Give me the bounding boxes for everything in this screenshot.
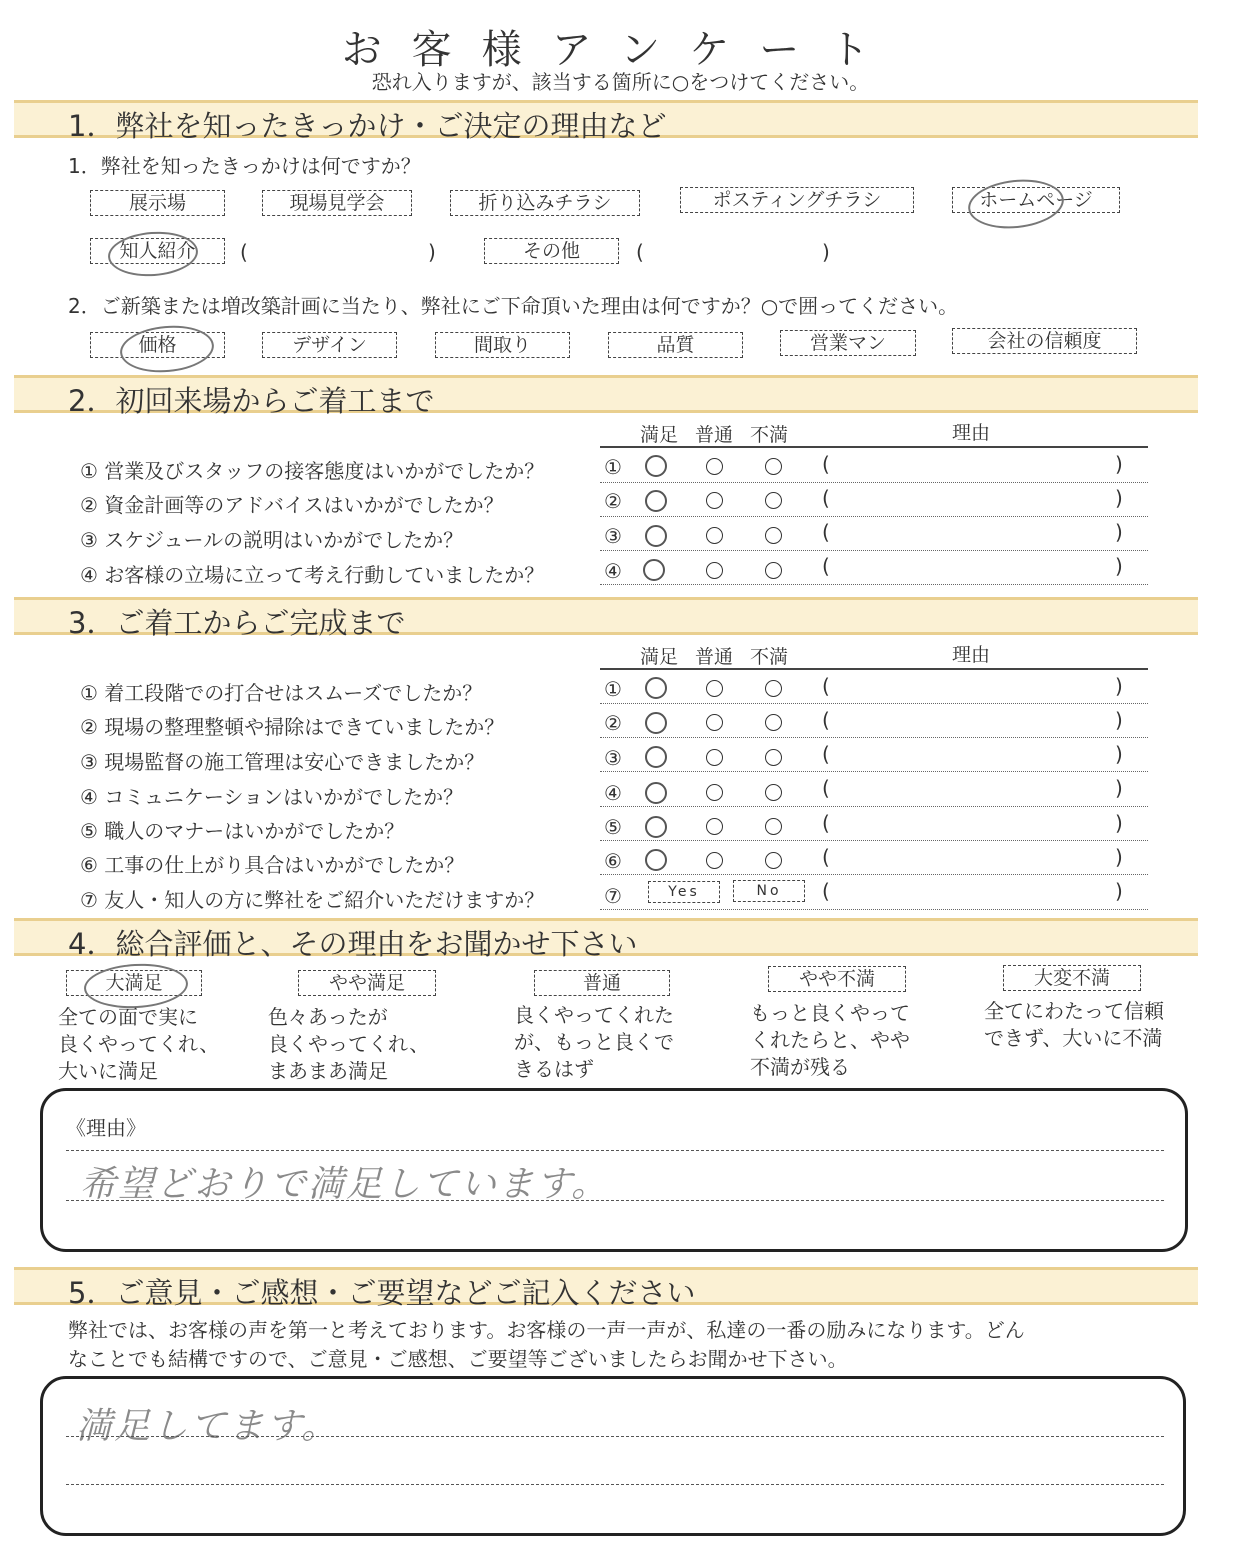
rating2-desc (268, 1004, 429, 1085)
comment-line-1 (66, 1436, 1164, 1437)
q2-option-design[interactable]: デザイン (262, 332, 397, 358)
s3-row2-paren-close: ) (1115, 708, 1123, 732)
s3-row3-label: ③ 現場監督の施工管理は安心できましたか？ (80, 750, 485, 774)
s2-row1-paren-open: ( (822, 452, 830, 476)
reason-line-2 (66, 1200, 1164, 1201)
rating3-desc-line3: きるはず (514, 1057, 594, 1081)
rating2-desc-line1: 色々あったが (268, 1005, 388, 1029)
q1-option-showroom[interactable]: 展示場 (90, 190, 225, 216)
s3-head-normal: 普通 (695, 646, 734, 668)
rating4-desc-line3: 不満が残る (750, 1055, 850, 1079)
s3-row5-satisfied[interactable] (645, 816, 667, 838)
rating3-desc (514, 1002, 674, 1083)
s2-row2-paren-open: ( (822, 486, 830, 510)
s3-row7-label: ⑦ 友人・知人の方に弊社をご紹介いただけますか？ (80, 888, 545, 912)
s2-row2-num: ② (604, 489, 622, 513)
s3-row7-paren-open: ( (822, 879, 830, 903)
s2-row1-num: ① (604, 455, 622, 479)
s3-head-satisfied: 満足 (640, 646, 679, 668)
s3-row3-normal[interactable] (706, 749, 723, 766)
s3-row1-paren-close: ) (1115, 674, 1123, 698)
s2-head-normal: 普通 (695, 424, 734, 446)
rating2-desc-line3: まあまあ満足 (268, 1059, 388, 1083)
q2-option-quality[interactable]: 品質 (608, 332, 743, 358)
s3-row1-paren-open: ( (822, 674, 830, 698)
s2-row4-label: ④ お客様の立場に立って考え行動していましたか？ (80, 563, 545, 587)
q2-option-price[interactable]: 価格 (90, 332, 225, 358)
rating-very-dissatisfied[interactable]: 大変不満 (1003, 965, 1141, 991)
s3-row3-dissatisfied[interactable] (765, 749, 782, 766)
s2-row1-label: ① 営業及びスタッフの接客態度はいかがでしたか？ (80, 459, 545, 483)
s3-row7-num: ⑦ (604, 884, 622, 908)
q2-option-layout[interactable]: 間取り (435, 332, 570, 358)
s3-row4-satisfied[interactable] (645, 782, 667, 804)
s2-row3-line (600, 550, 1148, 551)
s2-row4-line (600, 584, 1148, 585)
rating1-desc (58, 1004, 219, 1085)
rating-very-satisfied[interactable]: 大満足 (66, 970, 202, 996)
section5-title: 5．ご意見・ご感想・ご要望などご記入ください (68, 1276, 696, 1310)
s3-row7-line (600, 909, 1148, 910)
s2-row4-paren-open: ( (822, 554, 830, 578)
s3-head-dissatisfied: 不満 (750, 646, 789, 668)
s3-row4-num: ④ (604, 781, 622, 805)
s3-row6-num: ⑥ (604, 849, 622, 873)
q1-option-referral[interactable]: 知人紹介 (90, 238, 225, 264)
s2-row3-paren-close: ) (1115, 520, 1123, 544)
s3-row5-num: ⑤ (604, 815, 622, 839)
s3-row2-label: ② 現場の整理整頓や掃除はできていましたか？ (80, 715, 505, 739)
referral-paren-close: ) (428, 240, 436, 264)
section1-q2: 2．ご新築または増改築計画に当たり、弊社にご下命頂いた理由は何ですか？○で囲ってください。 (68, 294, 959, 318)
s3-row3-paren-close: ) (1115, 742, 1123, 766)
section1-q1: 1．弊社を知ったきっかけは何ですか？ (68, 154, 421, 178)
s3-row1-line (600, 703, 1148, 704)
s3-row1-normal[interactable] (706, 680, 723, 697)
q1-option-other[interactable]: その他 (484, 238, 619, 264)
q1-option-homepage[interactable]: ホームページ (952, 187, 1120, 213)
rating4-desc (750, 1000, 910, 1081)
s3-row2-satisfied[interactable] (645, 712, 667, 734)
s3-row6-label: ⑥ 工事の仕上がり具合はいかがでしたか？ (80, 853, 465, 877)
s3-row6-line (600, 874, 1148, 875)
s3-row4-normal[interactable] (706, 784, 723, 801)
s3-row2-line (600, 737, 1148, 738)
s2-row3-paren-open: ( (822, 520, 830, 544)
s3-row1-num: ① (604, 677, 622, 701)
s2-row2-normal[interactable] (706, 492, 723, 509)
rating-normal[interactable]: 普通 (534, 970, 670, 996)
s2-row2-line (600, 516, 1148, 517)
s3-row2-normal[interactable] (706, 714, 723, 731)
s2-head-dissatisfied: 不満 (750, 424, 789, 446)
s3-row7-no[interactable]: No (733, 880, 805, 902)
s3-row3-satisfied[interactable] (645, 746, 667, 768)
s2-row3-label: ③ スケジュールの説明はいかがでしたか？ (80, 528, 464, 552)
s2-row1-dissatisfied[interactable] (765, 458, 782, 475)
s2-head-reason: 理由 (952, 422, 991, 444)
rating1-desc-line3: 大いに満足 (58, 1059, 158, 1083)
rating-somewhat-dissatisfied[interactable]: やや不満 (768, 966, 906, 992)
s3-row3-line (600, 771, 1148, 772)
s2-row3-num: ③ (604, 524, 622, 548)
s2-head-line (600, 446, 1148, 448)
s3-row4-label: ④ コミュニケーションはいかがでしたか？ (80, 785, 464, 809)
s3-row6-paren-close: ) (1115, 845, 1123, 869)
reason-handwriting: 希望どおりで満足しています。 (80, 1164, 610, 1205)
s3-row6-paren-open: ( (822, 845, 830, 869)
s2-row4-dissatisfied[interactable] (765, 562, 782, 579)
q2-option-salesperson[interactable]: 営業マン (780, 330, 916, 356)
s2-row1-line (600, 482, 1148, 483)
rating4-desc-line2: くれたらと、やや (750, 1028, 910, 1052)
rating5-desc-line1: 全てにわたって信頼 (984, 999, 1164, 1023)
s3-head-line (600, 668, 1148, 670)
s2-row2-paren-close: ) (1115, 486, 1123, 510)
referral-paren-open: ( (240, 240, 248, 264)
s3-row3-num: ③ (604, 746, 622, 770)
s3-row6-satisfied[interactable] (645, 849, 667, 871)
s2-row1-paren-close: ) (1115, 452, 1123, 476)
section5-intro-line1: 弊社では、お客様の声を第一と考えております。お客様の一声一声が、私達の一番の励みになります。どん (68, 1318, 1025, 1342)
s3-row2-dissatisfied[interactable] (765, 714, 782, 731)
referral-selected-circle (107, 229, 200, 279)
s3-row4-paren-close: ) (1115, 776, 1123, 800)
s3-row7-yes[interactable]: Yes (648, 881, 720, 903)
section2-title: 2．初回来場からご着工まで (68, 384, 435, 418)
s3-row5-normal[interactable] (706, 818, 723, 835)
s3-head-reason: 理由 (952, 644, 991, 666)
other-paren-open: ( (636, 240, 644, 264)
q1-option-posting-flyer[interactable]: ポスティングチラシ (680, 187, 914, 213)
s2-row3-satisfied[interactable] (645, 525, 667, 547)
s3-row5-dissatisfied[interactable] (765, 818, 782, 835)
rating3-desc-line1: 良くやってくれた (514, 1003, 674, 1027)
other-paren-close: ) (822, 240, 830, 264)
s3-row7-paren-close: ) (1115, 879, 1123, 903)
rating5-desc (984, 998, 1164, 1052)
rating2-desc-line2: 良くやってくれ、 (268, 1032, 430, 1056)
rating1-desc-line1: 全ての面で実に (58, 1005, 198, 1029)
s2-row2-label: ② 資金計画等のアドバイスはいかがでしたか？ (80, 493, 504, 517)
s2-row3-normal[interactable] (706, 527, 723, 544)
rating4-desc-line1: もっと良くやって (750, 1001, 910, 1025)
s3-row4-line (600, 806, 1148, 807)
reason-label: 《理由》 (66, 1116, 146, 1140)
s2-row2-satisfied[interactable] (645, 490, 667, 512)
section3-title: 3．ご着工からご完成まで (68, 606, 406, 640)
page-title: お客様アンケート (341, 27, 900, 73)
s2-row4-paren-close: ) (1115, 554, 1123, 578)
s2-row4-num: ④ (604, 559, 622, 583)
page-subtitle: 恐れ入りますが、該当する箇所に○をつけてください。 (371, 70, 870, 94)
s2-row1-satisfied[interactable] (645, 455, 667, 477)
s3-row4-paren-open: ( (822, 776, 830, 800)
s3-row5-line (600, 840, 1148, 841)
reason-line-1 (66, 1150, 1164, 1151)
s3-row3-paren-open: ( (822, 742, 830, 766)
s3-row1-label: ① 着工段階での打合せはスムーズでしたか？ (80, 681, 483, 705)
comment-handwriting: 満足してます。 (76, 1406, 340, 1447)
s2-head-satisfied: 満足 (640, 424, 679, 446)
price-selected-circle (118, 322, 216, 376)
rating-somewhat-satisfied[interactable]: やや満足 (298, 970, 436, 996)
rating1-desc-line2: 良くやってくれ、 (58, 1032, 220, 1056)
section1-title: 1．弊社を知ったきっかけ・ご決定の理由など (68, 109, 667, 143)
s3-row5-paren-open: ( (822, 811, 830, 835)
s3-row2-num: ② (604, 711, 622, 735)
s3-row6-dissatisfied[interactable] (765, 852, 782, 869)
s2-row2-dissatisfied[interactable] (765, 492, 782, 509)
q1-option-site-tour[interactable]: 現場見学会 (262, 190, 412, 216)
comment-line-2 (66, 1484, 1164, 1485)
rating5-desc-line2: できず、大いに不満 (984, 1026, 1163, 1050)
s3-row4-dissatisfied[interactable] (765, 784, 782, 801)
homepage-selected-circle (966, 175, 1066, 233)
s2-row3-dissatisfied[interactable] (765, 527, 782, 544)
s3-row2-paren-open: ( (822, 708, 830, 732)
section4-title: 4．総合評価と、その理由をお聞かせ下さい (68, 927, 638, 961)
s3-row5-paren-close: ) (1115, 811, 1123, 835)
s3-row6-normal[interactable] (706, 852, 723, 869)
section5-intro-line2: なことでも結構ですので、ご意見・ご感想、ご要望等ございましたらお聞かせ下さい。 (68, 1347, 848, 1371)
q2-option-trust[interactable]: 会社の信頼度 (952, 328, 1137, 354)
s2-row4-normal[interactable] (706, 562, 723, 579)
rating3-desc-line2: が、もっと良くで (514, 1030, 674, 1054)
s3-row5-label: ⑤ 職人のマナーはいかがでしたか？ (80, 819, 405, 843)
q1-option-flyer[interactable]: 折り込みチラシ (450, 190, 640, 216)
s2-row1-normal[interactable] (706, 458, 723, 475)
s3-row1-satisfied[interactable] (645, 677, 667, 699)
s3-row1-dissatisfied[interactable] (765, 680, 782, 697)
s2-row4-satisfied[interactable] (643, 559, 665, 581)
